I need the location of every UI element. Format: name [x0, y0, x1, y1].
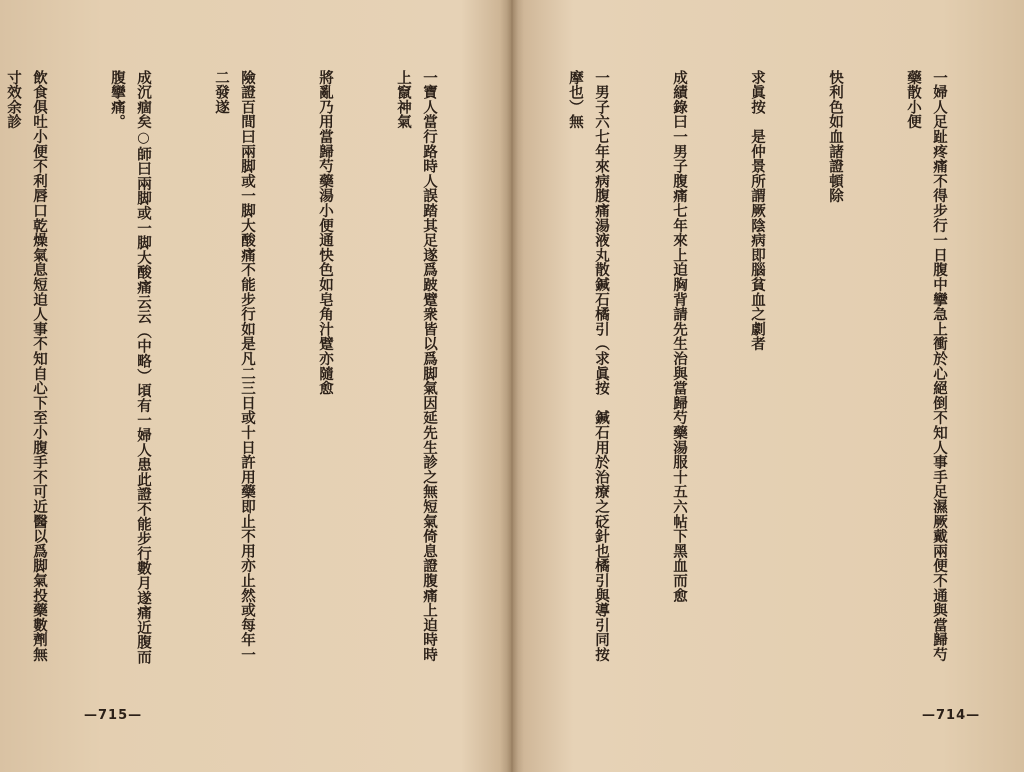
text-column: 險證百間曰兩脚或一脚大酸痛不能步行如是凡二三日或十日許用藥即止不用亦止然或每年一二發遂	[213, 70, 256, 662]
text-column: 快利色如血諸證頓除	[827, 70, 844, 204]
text-column: 一婦人足趾疼痛不得步行一日腹中攣急上衝於心絕倒不知人事手足濕厥戴兩便不通與當歸芍藥散小便	[905, 70, 948, 662]
text-column: 飲食俱吐小便不利唇口乾燥氣息短迫人事不知自心下至小腹手不可近醫以爲脚氣投藥數劑無寸效余診	[5, 70, 48, 662]
page-number: —714—	[922, 708, 981, 723]
text-column: 求眞按 是仲景所謂厥陰病即腦貧血之劇者	[749, 70, 766, 352]
text-column: 一男子六七年來病腹痛湯液丸散鍼石橘引（求眞按 鍼石用於治療之砭針也橘引與導引同按摩也）無	[567, 70, 610, 662]
text-column: 成沉痼矣○師曰兩脚或一脚大酸痛云云（中略）頃有一婦人患此證不能步行數月遂痛近腹而腹攣痛。	[109, 70, 152, 665]
right-page-text	[564, 70, 1004, 670]
text-column: 將亂乃用當歸芍藥湯小便通快色如皂角汁躄亦隨愈	[317, 70, 334, 396]
left-page-text	[5, 70, 494, 670]
right-page	[512, 0, 1024, 772]
text-column: 成績錄曰一男子腹痛七年來上迫胸背請先生治與當歸芍藥湯服十五六帖下黑血而愈	[671, 70, 688, 603]
page-number: —715—	[84, 708, 143, 723]
text-column: 一寶人當行路時人誤踏其足遂爲跛躄衆皆以爲脚氣因延先生診之無短氣倚息證腹痛上迫時時上竄神氣	[395, 70, 438, 662]
